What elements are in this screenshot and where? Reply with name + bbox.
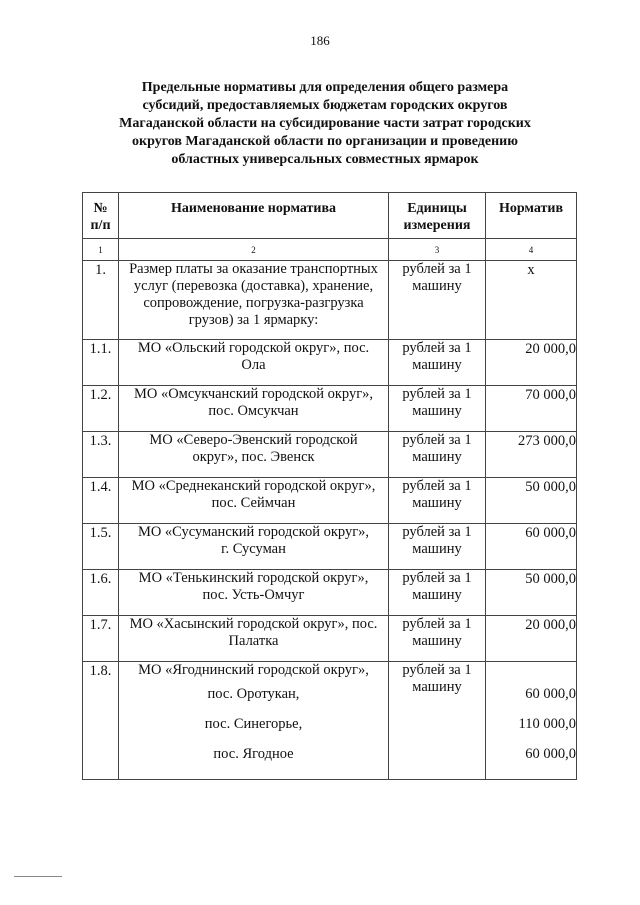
row-unit-line: машину bbox=[412, 403, 462, 419]
subitem-value: 110 000,0 bbox=[518, 716, 576, 732]
row-unit-line: рублей за 1 bbox=[402, 570, 472, 586]
row-unit bbox=[389, 432, 486, 478]
row-unit bbox=[389, 386, 486, 432]
row-name bbox=[119, 261, 389, 340]
table-row bbox=[83, 570, 577, 616]
row-value: 20 000,0 bbox=[486, 616, 577, 662]
row-number: 1.1. bbox=[83, 340, 119, 386]
column-number: 4 bbox=[486, 239, 577, 261]
row-name-line: пос. Омсукчан bbox=[208, 403, 299, 419]
row-number: 1.4. bbox=[83, 478, 119, 524]
row-name-line: Размер платы за оказание транспортных bbox=[129, 261, 378, 277]
row-unit-line: рублей за 1 bbox=[402, 261, 472, 277]
row-name-line: пос. Сеймчан bbox=[211, 495, 296, 511]
row-number: 1.2. bbox=[83, 386, 119, 432]
row-name-line: МО «Тенькинский городской округ», bbox=[138, 570, 369, 586]
header-value: Норматив bbox=[486, 193, 577, 239]
row-name-line: МО «Ягоднинский городской округ», bbox=[138, 662, 369, 678]
table-body bbox=[83, 261, 577, 662]
row-unit bbox=[389, 478, 486, 524]
row-unit-line: рублей за 1 bbox=[402, 478, 472, 494]
row-number: 1.5. bbox=[83, 524, 119, 570]
row-unit bbox=[389, 261, 486, 340]
header-unit: Единицы измерения bbox=[389, 193, 486, 239]
row-unit-line: рублей за 1 bbox=[402, 386, 472, 402]
row-value: 50 000,0 bbox=[486, 478, 577, 524]
header-num: № п/п bbox=[83, 193, 119, 239]
table-row bbox=[83, 261, 577, 340]
row-name-line: МО «Ольский городской округ», пос. bbox=[137, 340, 370, 356]
row-unit-line: рублей за 1 bbox=[402, 432, 472, 448]
table-row bbox=[83, 386, 577, 432]
subitem-value: 60 000,0 bbox=[525, 686, 576, 702]
row-unit-line: машину bbox=[412, 278, 462, 294]
row-value: x bbox=[486, 261, 577, 340]
row-name bbox=[119, 662, 389, 780]
row-unit-line: рублей за 1 bbox=[402, 340, 472, 356]
row-value: 70 000,0 bbox=[486, 386, 577, 432]
row-unit-line: машину bbox=[412, 449, 462, 465]
norms-table bbox=[82, 192, 577, 780]
row-number: 1.6. bbox=[83, 570, 119, 616]
row-name-line: МО «Сусуманский городской округ», bbox=[137, 524, 370, 540]
row-unit-line: машину bbox=[412, 541, 462, 557]
row-unit: рублей за 1 машину bbox=[389, 662, 486, 780]
row-unit-line: рублей за 1 bbox=[402, 524, 472, 540]
row-unit-line: машину bbox=[412, 587, 462, 603]
title-line: областных универсальных совместных ярмарок bbox=[171, 152, 479, 167]
subitem-place: пос. Оротукан, bbox=[207, 686, 300, 702]
row-unit bbox=[389, 524, 486, 570]
row-name-line: округ», пос. Эвенск bbox=[192, 449, 315, 465]
column-number: 3 bbox=[389, 239, 486, 261]
row-unit-line: машину bbox=[412, 495, 462, 511]
row-name bbox=[119, 432, 389, 478]
table-row bbox=[83, 478, 577, 524]
row-value: 60 000,0 bbox=[486, 524, 577, 570]
row-number: 1.8. bbox=[83, 662, 119, 780]
row-value: 20 000,0 bbox=[486, 340, 577, 386]
subitem-place: пос. Ягодное bbox=[213, 746, 294, 762]
subitem-place: пос. Синегорье, bbox=[204, 716, 303, 732]
row-name-line: услуг (перевозка (доставка), хранение, bbox=[133, 278, 374, 294]
title-line: Магаданской области на субсидирование части затрат городских bbox=[119, 116, 531, 131]
row-name bbox=[119, 340, 389, 386]
row-unit bbox=[389, 340, 486, 386]
table-row bbox=[83, 432, 577, 478]
header-name: Наименование норматива bbox=[119, 193, 389, 239]
title-line: Предельные нормативы для определения общего размера bbox=[141, 80, 509, 95]
row-name-line: МО «Омсукчанский городской округ», bbox=[133, 386, 374, 402]
row-value bbox=[486, 662, 577, 780]
row-value: 50 000,0 bbox=[486, 570, 577, 616]
footnote-divider bbox=[14, 876, 62, 877]
title-line: субсидий, предоставляемых бюджетам городских округов bbox=[142, 98, 508, 113]
row-unit-line: рублей за 1 bbox=[402, 616, 472, 632]
row-name bbox=[119, 478, 389, 524]
row-number: 1.7. bbox=[83, 616, 119, 662]
row-unit-line: машину bbox=[412, 633, 462, 649]
subitem-value: 60 000,0 bbox=[525, 746, 576, 762]
row-name-line: Палатка bbox=[228, 633, 279, 649]
row-number: 1.3. bbox=[83, 432, 119, 478]
row-name-line: грузов) за 1 ярмарку: bbox=[188, 312, 319, 328]
table-row bbox=[83, 662, 577, 780]
row-unit bbox=[389, 616, 486, 662]
row-name-line: пос. Усть-Омчуг bbox=[202, 587, 305, 603]
row-value: 273 000,0 bbox=[486, 432, 577, 478]
row-name-line: МО «Среднеканский городской округ», bbox=[131, 478, 376, 494]
page-number: 186 bbox=[310, 33, 330, 48]
column-number: 2 bbox=[119, 239, 389, 261]
table-header-row bbox=[83, 193, 577, 239]
row-name-line: г. Сусуман bbox=[221, 541, 286, 557]
document-title bbox=[90, 79, 560, 169]
table-row bbox=[83, 524, 577, 570]
row-name-line: сопровождение, погрузка-разгрузка bbox=[143, 295, 364, 311]
row-name bbox=[119, 386, 389, 432]
row-name bbox=[119, 616, 389, 662]
row-name bbox=[119, 524, 389, 570]
title-line: округов Магаданской области по организации и проведению bbox=[132, 134, 518, 149]
row-unit bbox=[389, 570, 486, 616]
row-number: 1. bbox=[83, 261, 119, 340]
column-number-row bbox=[83, 239, 577, 261]
row-name-line: МО «Северо-Эвенский городской bbox=[149, 432, 358, 448]
table-row bbox=[83, 616, 577, 662]
row-name-line: МО «Хасынский городской округ», пос. bbox=[129, 616, 378, 632]
row-unit-line: машину bbox=[412, 357, 462, 373]
row-name bbox=[119, 570, 389, 616]
table-row bbox=[83, 340, 577, 386]
row-name-line: Ола bbox=[241, 357, 266, 373]
column-number: 1 bbox=[83, 239, 119, 261]
